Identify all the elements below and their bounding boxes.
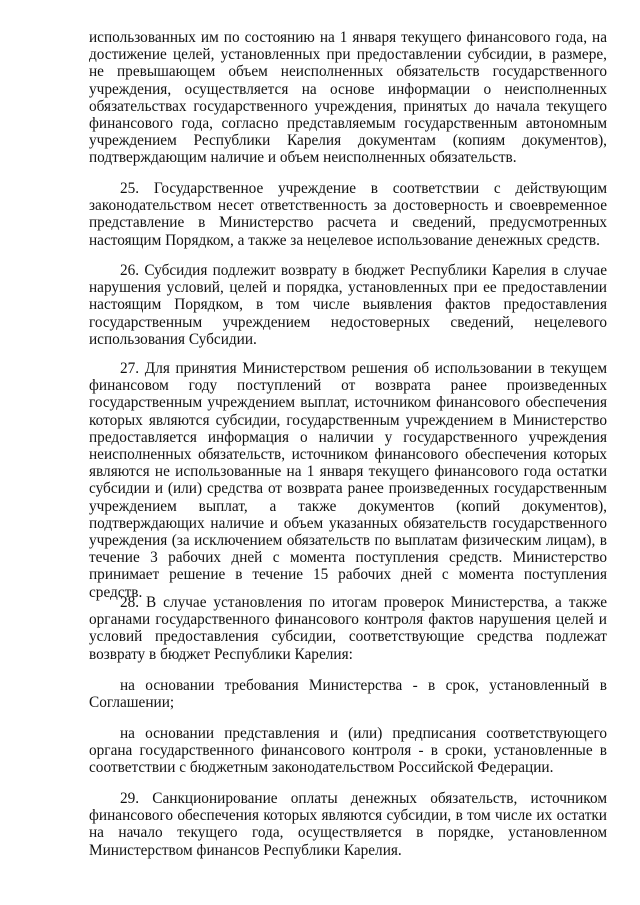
paragraph-28-item-1: на основании требования Министерства - в срок, установленный в Соглашении;: [89, 677, 607, 712]
paragraph-28-item-2: на основании представления и (или) предписания соответствующего органа государственного финансового контроля - в сроки, установленные в соответствии с бюджетным законодательством Российской Федерации.: [89, 725, 607, 777]
paragraph-continuation: использованных им по состоянию на 1 января текущего финансового года, на достижение целей, установленных при предоставлении субсидии, в размере, не превышающем объем неисполненных обязательств государственного учреждения, осуществляется на основе информации о неисполненных обязательствах государственного учреждения, принятых до начала текущего финансового года, согласно представляемым государственным автономным учреждением Республики Карелия документам (копиям документов), подтверждающим наличие и объем неисполненных обязательств.: [89, 29, 607, 167]
paragraph-25: 25. Государственное учреждение в соответствии с действующим законодательством несет ответственность за достоверность и своевременное представление в Министерство расчета и сведений, предусмотренных настоящим Порядком, а также за нецелевое использование денежных средств.: [89, 180, 607, 249]
paragraph-26: 26. Субсидия подлежит возврату в бюджет Республики Карелия в случае нарушения условий, целей и порядка, установленных при ее предоставлении настоящим Порядком, в том числе выявления фактов предоставления государственным учреждением недостоверных сведений, нецелевого использования Субсидии.: [89, 262, 607, 348]
paragraph-29: 29. Санкционирование оплаты денежных обязательств, источником финансового обеспечения которых являются субсидии, в том числе их остатки на начало текущего года, осуществляется в порядке, установленном Министерством финансов Республики Карелия.: [89, 790, 607, 859]
paragraph-27: 27. Для принятия Министерством решения об использовании в текущем финансовом году поступлений от возврата ранее произведенных государственным учреждением выплат, источником финансового обеспечения которых являются субсидии, государственным учреждением в Министерство предоставляется информация о наличии у государственного учреждения неисполненных обязательств, источником финансового обеспечения которых являются не использованные на 1 января текущего финансового года остатки субсидии и (или) средства от возврата ранее произведенных государственным учреждением выплат, а также документов (копий документов), подтверждающих наличие и объем указанных обязательств государственного учреждения (за исключением обязательств по выплатам физическим лицам), в течение 3 рабочих дней с момента поступления средств. Министерство принимает решение в течение 15 рабочих дней с момента поступления средств.: [89, 360, 607, 601]
paragraph-28: 28. В случае установления по итогам проверок Министерства, а также органами государственного финансового контроля фактов нарушения целей и условий предоставления субсидии, соответствующие средства подлежат возврату в бюджет Республики Карелия:: [89, 594, 607, 663]
